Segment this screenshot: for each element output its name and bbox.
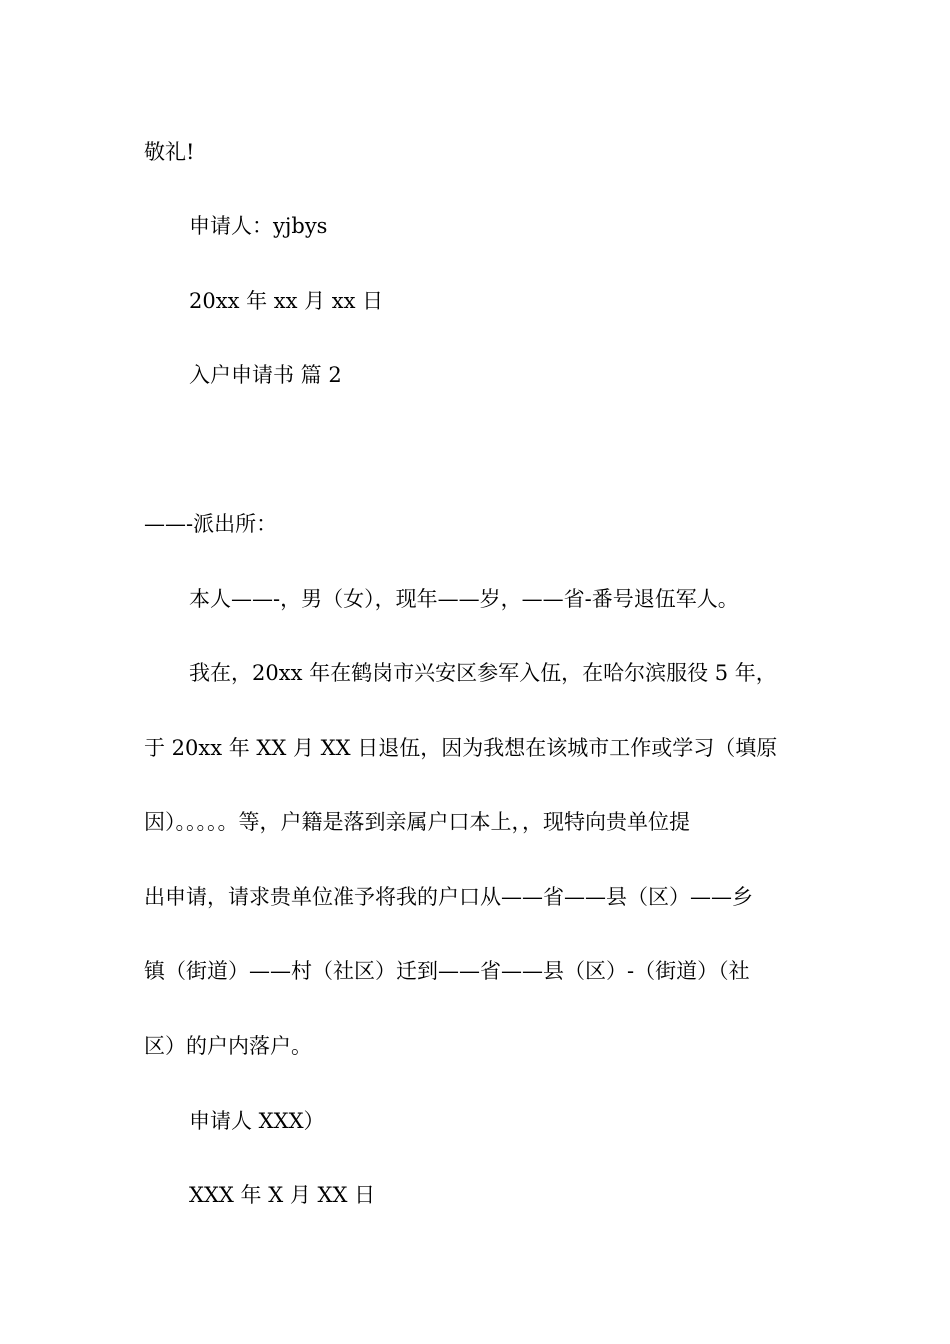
applicant-signature: 申请人：yjbys <box>189 214 328 238</box>
body-line: 因）。。。。。等，户籍是落到亲属户口本上，，现特向贵单位提 <box>144 810 690 834</box>
body-line: 于 20xx 年 XX 月 XX 日退伍，因为我想在该城市工作或学习（填原 <box>144 736 778 760</box>
body-line: 出申请，请求贵单位准予将我的户口从——省——县（区）——乡 <box>144 885 753 909</box>
section-title: 入户申请书 篇 2 <box>189 363 342 387</box>
body-line: 镇（街道）——村（社区）迁到——省——县（区）-（街道）（社 <box>144 959 750 983</box>
closing-salutation: 敬礼! <box>144 140 195 164</box>
signature-date: XXX 年 X 月 XX 日 <box>189 1183 376 1207</box>
body-line: 我在，20xx 年在鹤岗市兴安区参军入伍，在哈尔滨服役 5 年， <box>189 661 777 685</box>
body-line: 本人——-，男（女），现年——岁，——省-番号退伍军人。 <box>189 587 739 611</box>
addressee: ——-派出所： <box>144 512 278 536</box>
signature-date: 20xx 年 xx 月 xx 日 <box>189 289 384 313</box>
body-line: 区）的户内落户。 <box>144 1034 312 1058</box>
applicant-signature: 申请人 XXX） <box>189 1109 325 1133</box>
